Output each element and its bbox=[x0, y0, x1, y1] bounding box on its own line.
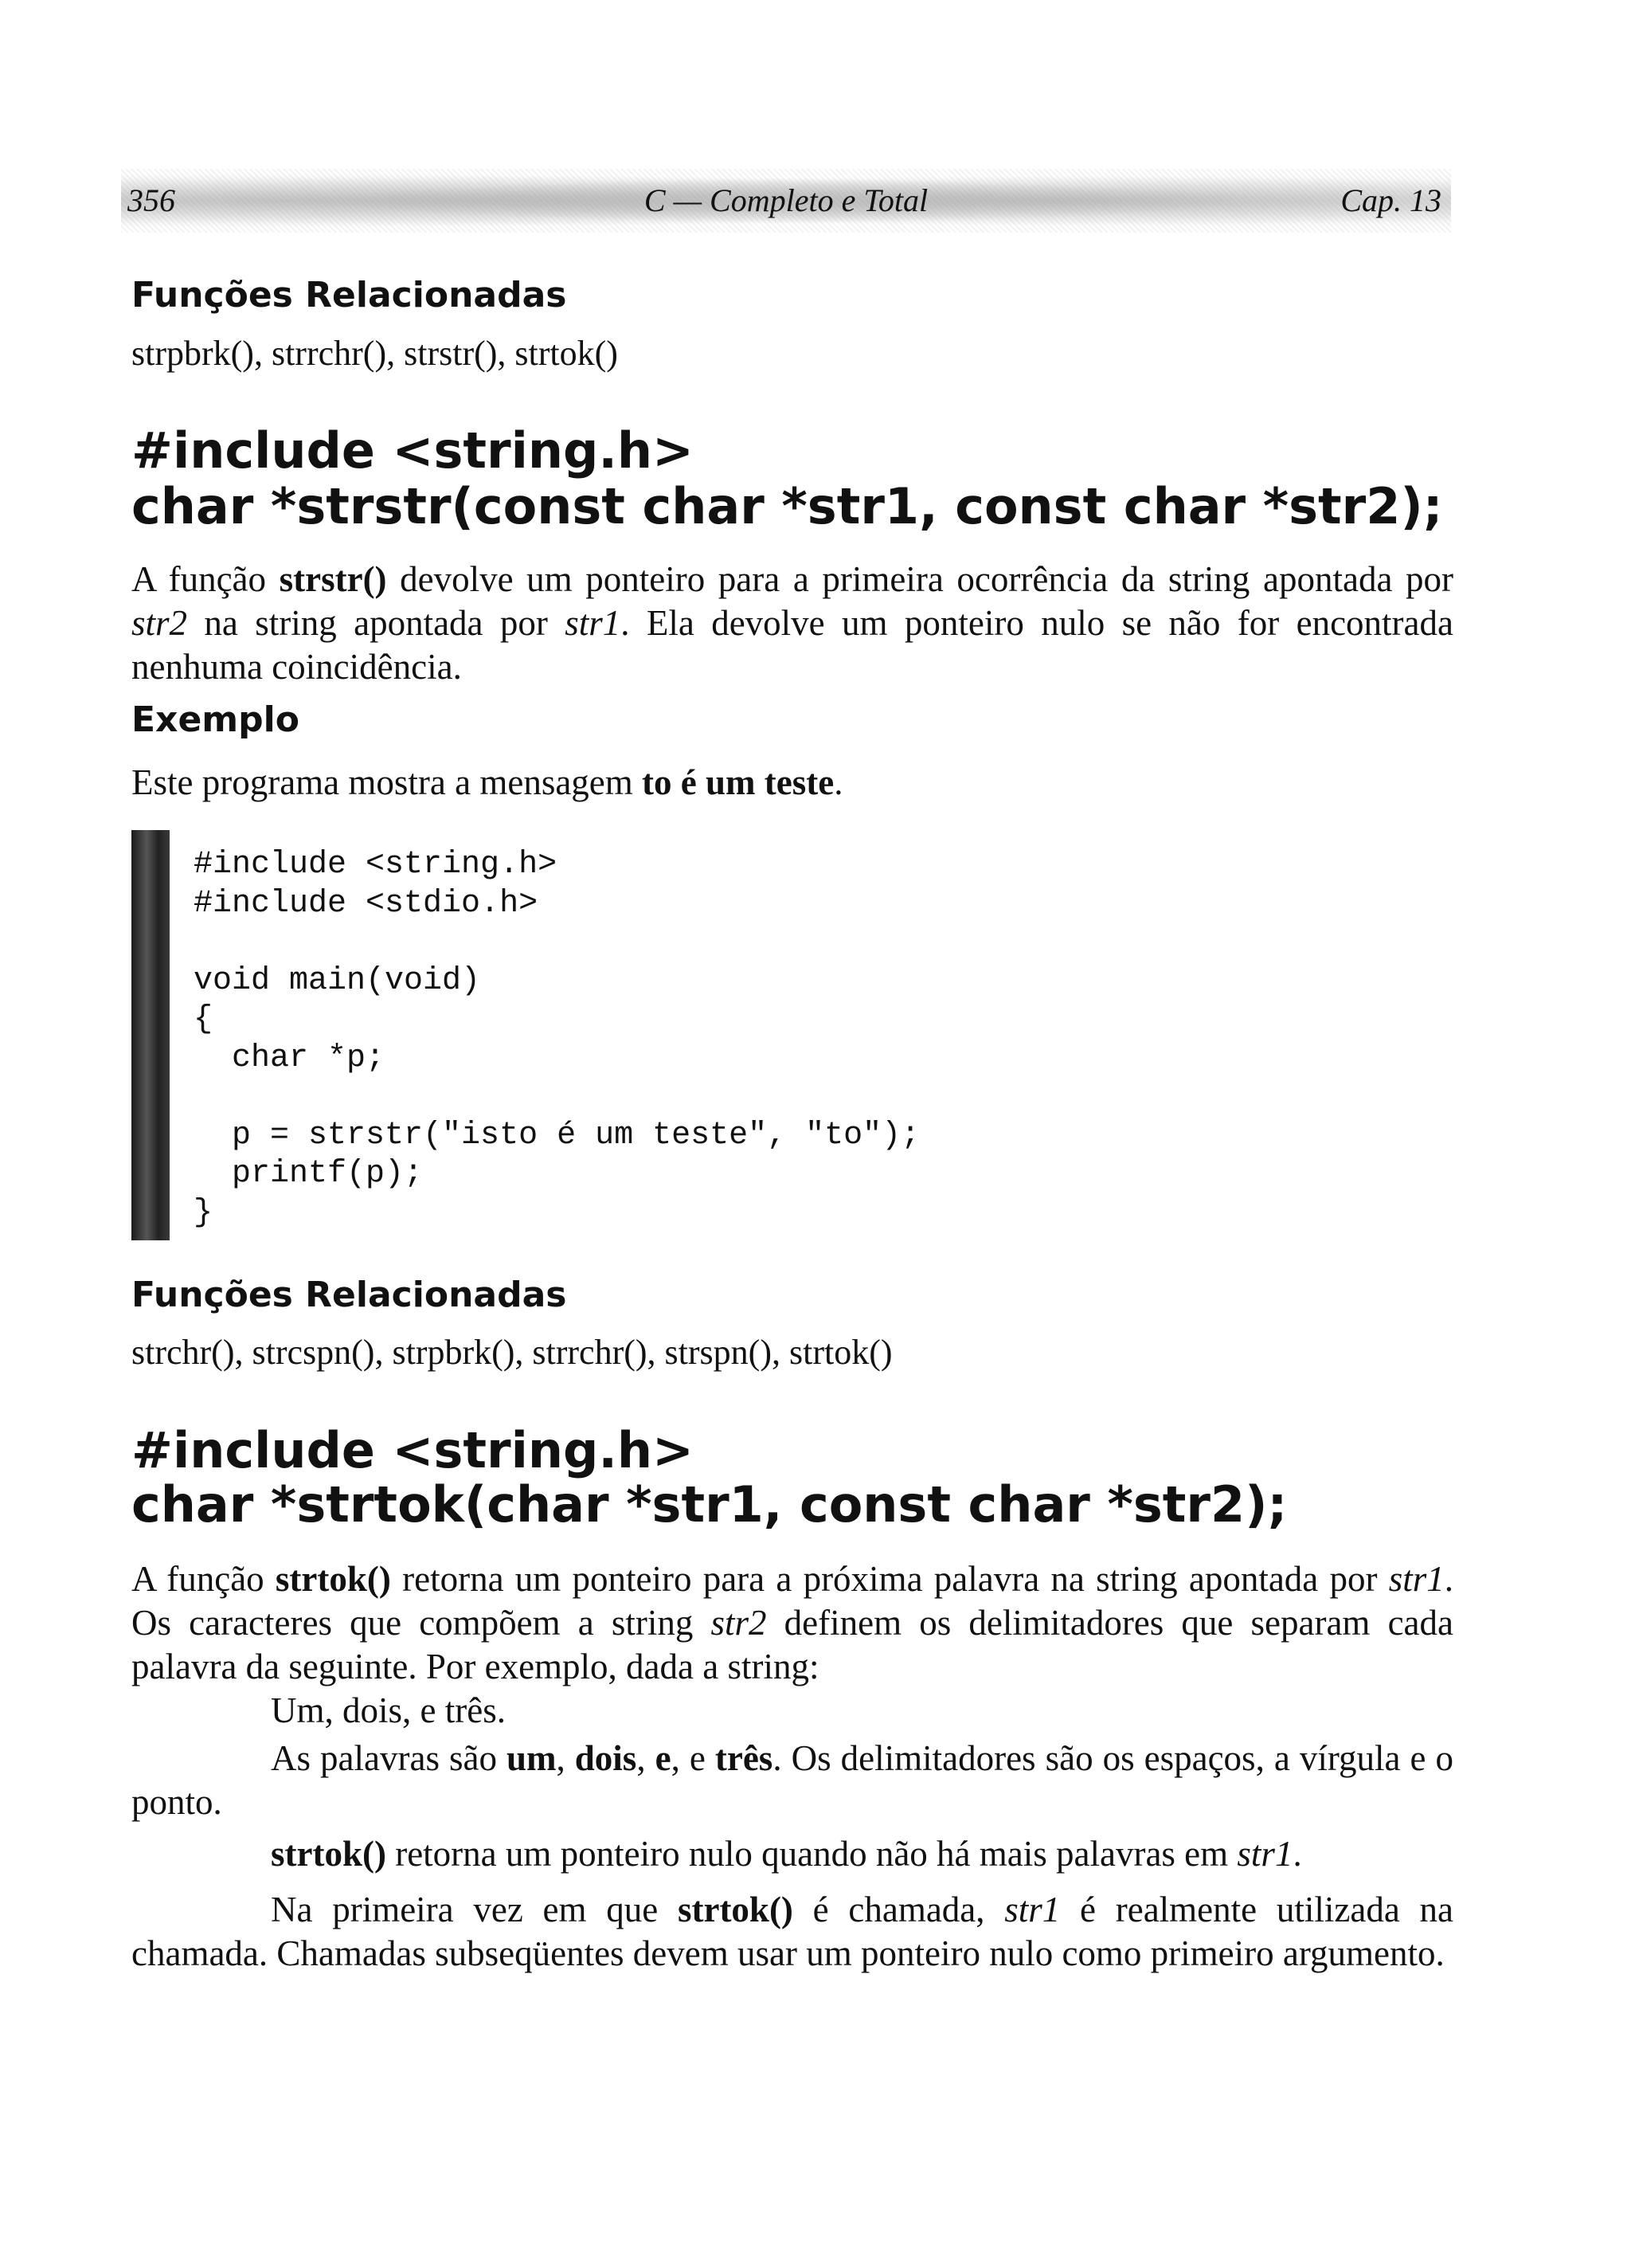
example-heading: Exemplo bbox=[131, 699, 299, 740]
code-block-bar bbox=[131, 830, 170, 1240]
example-description: Este programa mostra a mensagem to é um teste. bbox=[131, 762, 843, 802]
page-number: 356 bbox=[127, 182, 175, 218]
code-example: #include <string.h> #include <stdio.h> void main(void) { char *p; p = strstr("isto é um teste", "to"); printf(p); } bbox=[194, 847, 921, 1231]
related-functions-heading: Funções Relacionadas bbox=[131, 275, 567, 315]
sample-string: Um, dois, e três. bbox=[271, 1690, 506, 1730]
strstr-description: A função strstr() devolve um ponteiro para a primeira ocorrência da string apontada por str2 na string apontada por str1. Ela devolve um ponteiro nulo se não for encontrada nenhuma coincidência. bbox=[131, 559, 1453, 687]
strtok-words-paragraph: As palavras são um, dois, e, e três. Os delimitadores são os espaços, a vírgula e o ponto. bbox=[131, 1738, 1454, 1822]
strtok-prototype: char *strtok(char *str1, const char *str2); bbox=[131, 1475, 1288, 1534]
strtok-first-call-paragraph: Na primeira vez em que strtok() é chamada, str1 é realmente utilizada na chamada. Chamadas subseqüentes devem usar um ponteiro nulo como primeiro argumento. bbox=[131, 1890, 1453, 1973]
related-functions-list: strpbrk(), strrchr(), strstr(), strtok() bbox=[131, 334, 618, 373]
running-header bbox=[121, 169, 1451, 233]
chapter-label: Cap. 13 bbox=[1340, 182, 1441, 218]
strtok-null-paragraph: strtok() retorna um ponteiro nulo quando não há mais palavras em str1. bbox=[271, 1834, 1302, 1874]
strtok-include: #include <string.h> bbox=[131, 1421, 694, 1479]
strtok-description: A função strtok() retorna um ponteiro para a próxima palavra na string apontada por str1. Os caracteres que compõem a string str2 definem os delimitadores que separam cada palavra da seguinte. Por exemplo, dada a string: bbox=[131, 1559, 1454, 1686]
strstr-include: #include <string.h> bbox=[131, 421, 694, 480]
strstr-prototype: char *strstr(const char *str1, const char *str2); bbox=[131, 477, 1443, 535]
related-functions-heading: Funções Relacionadas bbox=[131, 1275, 567, 1315]
book-title: C — Completo e Total bbox=[643, 182, 929, 218]
related-functions-list: strchr(), strcspn(), strpbrk(), strrchr(), strspn(), strtok() bbox=[131, 1333, 893, 1372]
